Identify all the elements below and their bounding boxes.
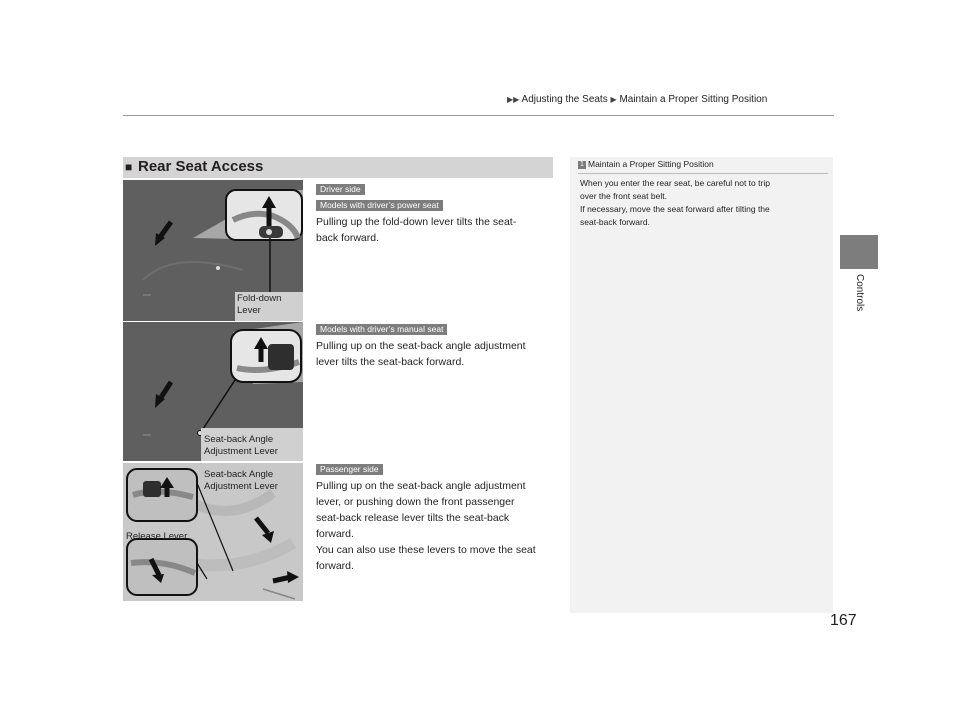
- block-3-text: [316, 478, 556, 574]
- callout-line: Adjustment Lever: [204, 481, 278, 492]
- sidebar-line: If necessary, move the seat forward after tilting the: [580, 204, 770, 214]
- sidebar-line: When you enter the rear seat, be careful not to trip: [580, 178, 770, 188]
- tag-manual-seat: Models with driver’s manual seat: [316, 324, 447, 335]
- section-square-icon: ■: [125, 160, 133, 174]
- block-2-text: [316, 338, 556, 370]
- breadcrumb-item-seats[interactable]: Adjusting the Seats: [521, 94, 608, 105]
- block-1-text: [316, 214, 556, 246]
- side-tab-label: Controls: [854, 274, 865, 312]
- text-line: You can also use these levers to move the seat: [316, 544, 536, 556]
- callout-line: Adjustment Lever: [204, 446, 278, 457]
- section-heading: [123, 157, 553, 178]
- header-divider: [123, 115, 834, 116]
- breadcrumb-arrow-icon: ▶: [513, 95, 520, 104]
- text-line: lever, or pushing down the front passenger: [316, 496, 515, 508]
- sidebar-line: over the front seat belt.: [580, 191, 667, 201]
- text-line: back forward.: [316, 232, 380, 244]
- text-line: lever tilts the seat-back forward.: [316, 356, 465, 368]
- text-line: forward.: [316, 560, 354, 572]
- fold-down-lever-callout: [237, 293, 281, 317]
- sidebar-note: [570, 157, 833, 613]
- tag-driver-side: Driver side: [316, 184, 365, 195]
- breadcrumb-item-sitting-position[interactable]: Maintain a Proper Sitting Position: [619, 94, 768, 105]
- text-line: Pulling up the fold-down lever tilts the seat-: [316, 216, 517, 228]
- release-lever-callout: Release Lever: [126, 531, 188, 542]
- passenger-seat-back-lever-callout: [204, 469, 278, 493]
- reference-icon: 1: [578, 161, 586, 169]
- text-line: Pulling up on the seat-back angle adjustment: [316, 340, 526, 352]
- callout-line: Seat-back Angle: [204, 469, 274, 480]
- tag-passenger-side: Passenger side: [316, 464, 383, 475]
- side-tab-marker: [840, 235, 878, 269]
- sidebar-title-text: Maintain a Proper Sitting Position: [588, 159, 714, 169]
- text-line: Pulling up on the seat-back angle adjustment: [316, 480, 526, 492]
- sidebar-title[interactable]: [578, 159, 714, 169]
- section-title: Rear Seat Access: [138, 158, 264, 175]
- sidebar-line: seat-back forward.: [580, 217, 650, 227]
- callout-line: Fold-down: [237, 293, 282, 304]
- text-line: seat-back release lever tilts the seat-back: [316, 512, 510, 524]
- sidebar-body: [580, 177, 826, 229]
- breadcrumb-arrow-icon: ▶: [507, 95, 514, 104]
- callout-line: Seat-back Angle: [204, 434, 274, 445]
- callout-line: Lever: [237, 305, 261, 316]
- tag-power-seat: Models with driver’s power seat: [316, 200, 443, 211]
- breadcrumb-arrow-icon: ▶: [610, 95, 617, 104]
- breadcrumb: [507, 94, 767, 105]
- sidebar-divider: [578, 173, 828, 174]
- seat-back-angle-lever-callout: [204, 434, 278, 458]
- text-line: forward.: [316, 528, 354, 540]
- page-number: 167: [830, 612, 857, 629]
